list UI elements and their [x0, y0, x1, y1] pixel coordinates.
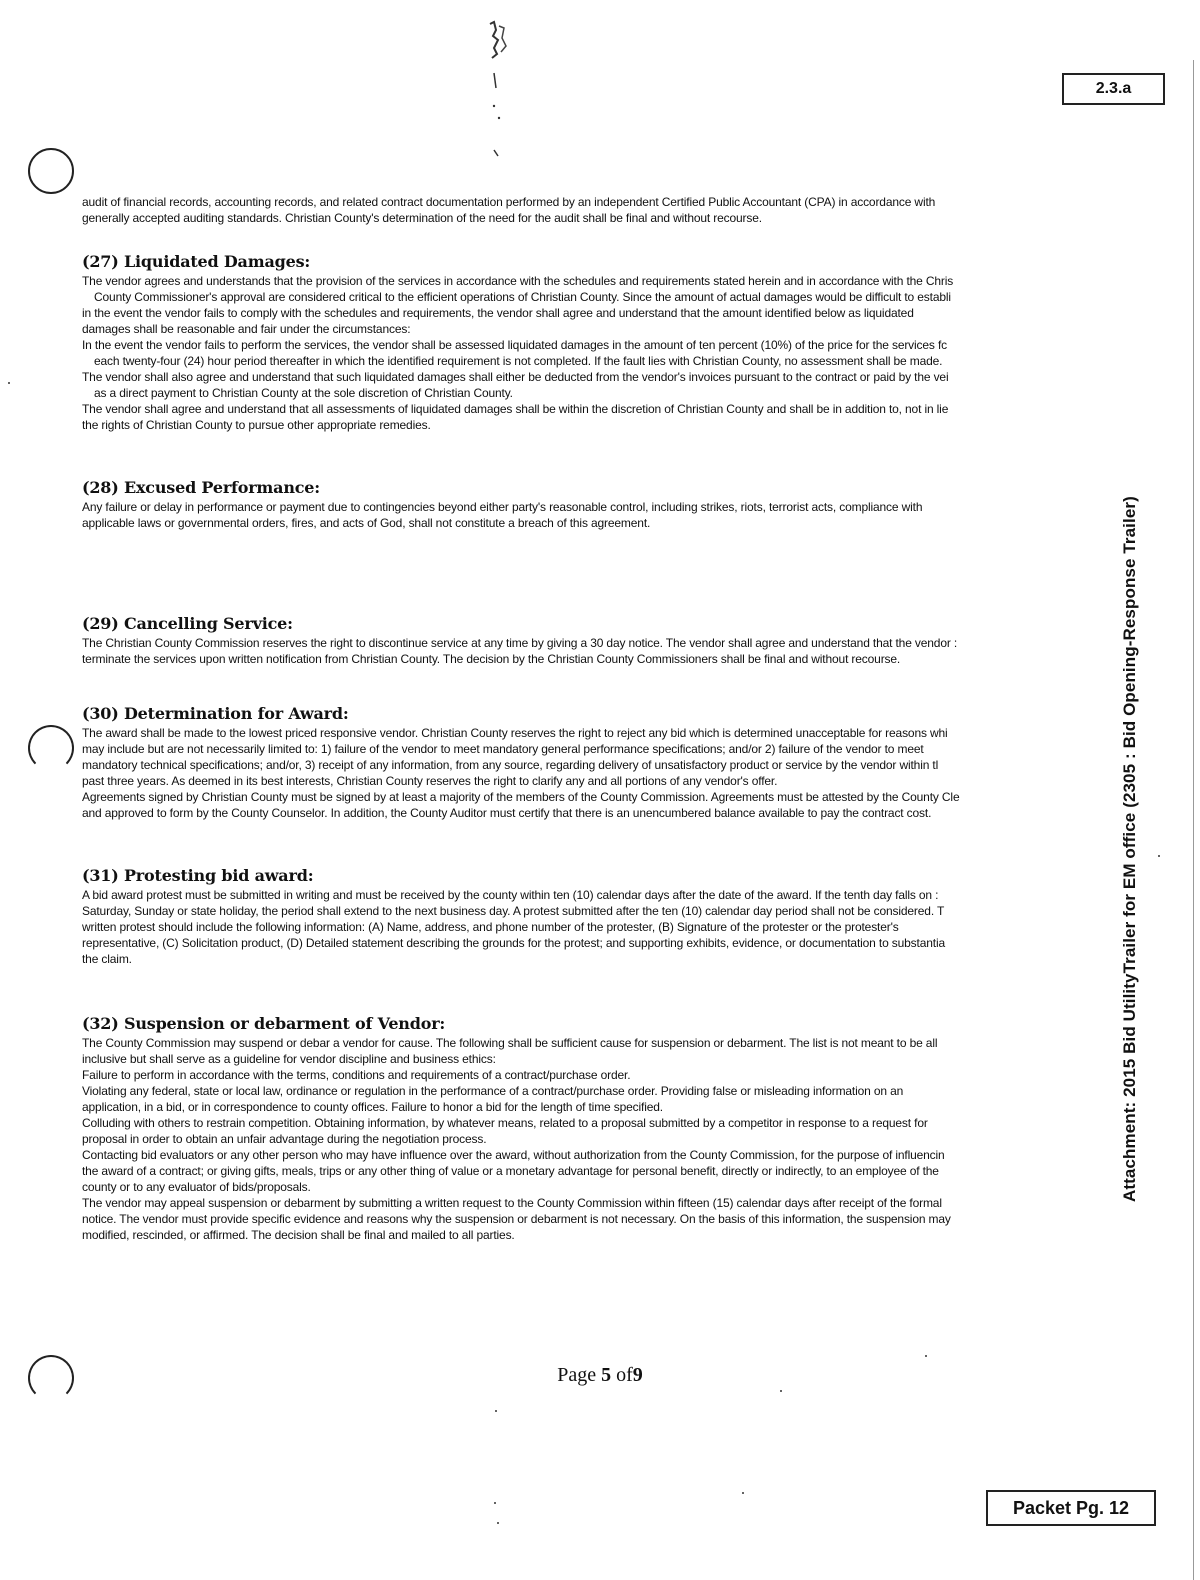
text-line: applicable laws or governmental orders, fires, and acts of God, shall not constitute a breach of this agreement.: [82, 516, 651, 530]
text-line: Colluding with others to restrain competition. Obtaining information, by whatever means, related to a proposal submitted by a competitor in response to a request for: [82, 1116, 928, 1130]
text-line: The vendor shall also agree and understand that such liquidated damages shall either be deducted from the vendor's invoices pursuant to the contract or paid by the vei: [82, 370, 949, 384]
text-line: The County Commission may suspend or debar a vendor for cause. The following shall be sufficient cause for suspension or debarment. The list is not meant to be all: [82, 1036, 938, 1050]
text-line: The vendor agrees and understands that the provision of the services in accordance with the schedules and requirements stated herein and in accordance with the Chris: [82, 274, 954, 288]
section-heading: (31) Protesting bid award:: [82, 866, 314, 885]
text-line: county or to any evaluator of bids/proposals.: [82, 1180, 311, 1194]
page-tag-label: 2.3.a: [1095, 80, 1132, 97]
section-heading: (28) Excused Performance:: [82, 478, 320, 497]
scan-speck: [742, 1492, 744, 1494]
section-heading: (29) Cancelling Service:: [82, 614, 293, 633]
text-line: notice. The vendor must provide specific evidence and reasons why the suspension or debarment is not necessary. On the basis of this information, the suspension may: [82, 1212, 951, 1226]
text-line: Agreements signed by Christian County must be signed by at least a majority of the members of the County Commission. Agreements must be attested by the County Cle: [82, 790, 960, 804]
scan-speck: [780, 1390, 782, 1392]
scan-speck: [8, 382, 10, 384]
text-line: in the event the vendor fails to comply with the schedules and requirements, the vendor shall agree and understand that the amount identified below as liquidated: [82, 306, 914, 320]
text-line: may include but are not necessarily limited to: 1) failure of the vendor to meet mandatory general performance specifications; and/or 2) failure of the vendor to meet: [82, 742, 924, 756]
section-heading: (27) Liquidated Damages:: [82, 252, 311, 271]
scan-speck: [495, 1410, 497, 1412]
text-line: Contacting bid evaluators or any other person who may have influence over the award, without authorization from the County Commission, for the purpose of influencin: [82, 1148, 945, 1162]
text-line: written protest should include the following information: (A) Name, address, and phone number of the protester, (B) Signature of the protester or the protester's: [82, 920, 899, 934]
section-suspension-or-debarment: [82, 1014, 1122, 1243]
page-number-label: Page: [557, 1364, 597, 1386]
scan-speck: [494, 1502, 496, 1504]
text-line: representative, (C) Solicitation product, (D) Detailed statement describing the grounds for the protest; and supporting exhibits, evidence, or documentation to substantia: [82, 936, 945, 950]
scan-speck: [497, 1522, 499, 1524]
text-line: each twenty-four (24) hour period thereafter in which the identified requirement is not completed. If the fault lies with Christian County, no assessment shall be made.: [94, 354, 943, 368]
section-heading: (32) Suspension or debarment of Vendor:: [82, 1014, 446, 1033]
text-line: the award of a contract; or giving gifts, meals, trips or any other thing of value or a monetary advantage for personal benefit, directly or indirectly, to an employee of the: [82, 1164, 939, 1178]
text-line: audit of financial records, accounting records, and related contract documentation performed by an independent Certified Public Accountant (CPA) in accordance with: [82, 195, 936, 209]
text-line: as a direct payment to Christian County at the sole discretion of Christian County.: [94, 386, 513, 400]
section-cancelling-service: [82, 614, 1122, 667]
text-line: modified, rescinded, or affirmed. The decision shall be final and mailed to all parties.: [82, 1228, 515, 1242]
text-line: damages shall be reasonable and fair under the circumstances:: [82, 322, 411, 336]
right-margin-rule: [1193, 60, 1194, 1580]
text-line: The Christian County Commission reserves the right to discontinue service at any time by giving a 30 day notice. The vendor shall agree and understand that the vendor :: [82, 636, 958, 650]
text-line: The vendor may appeal suspension or debarment by submitting a written request to the County Commission within fifteen (15) calendar days after receipt of the formal: [82, 1196, 942, 1210]
section-heading: (30) Determination for Award:: [82, 704, 349, 723]
punch-hole-middle: [28, 725, 74, 771]
packet-page-label: Packet Pg. 12: [1012, 1497, 1130, 1518]
section-protesting-bid-award: [82, 866, 1122, 967]
page-number-total: 9: [632, 1364, 643, 1386]
text-line: In the event the vendor fails to perform the services, the vendor shall be assessed liquidated damages in the amount of ten percent (10%) of the price for the services fc: [82, 338, 947, 352]
attachment-side-label: Attachment: 2015 Bid UtilityTrailer for EM office (2305 : Bid Opening-Response Trailer): [1120, 496, 1139, 1202]
text-line: Saturday, Sunday or state holiday, the period shall extend to the next business day. A protest submitted after the ten (10) calendar day period shall not be considered. T: [82, 904, 945, 918]
page-number-current: 5: [601, 1364, 612, 1386]
scan-speck: [925, 1355, 927, 1357]
text-line: terminate the services upon written notification from Christian County. The decision by the Christian County Commissioners shall be final and without recourse.: [82, 652, 901, 666]
text-line: past three years. As deemed in its best interests, Christian County reserves the right to clarify any and all portions of any vendor's offer.: [82, 774, 778, 788]
text-line: Any failure or delay in performance or payment due to contingencies beyond either party's reasonable control, including strikes, riots, terrorist acts, compliance with: [82, 500, 923, 514]
scan-artifact-mark: [484, 18, 514, 158]
page-number-of: of: [616, 1364, 633, 1386]
page-tag-box: [1062, 73, 1165, 105]
text-line: proposal in order to obtain an unfair advantage during the negotiation process.: [82, 1132, 487, 1146]
text-line: application, in a bid, or in correspondence to county offices. Failure to honor a bid for the length of time specified.: [82, 1100, 663, 1114]
intro-paragraph: [82, 194, 1122, 226]
text-line: the rights of Christian County to pursue other appropriate remedies.: [82, 418, 431, 432]
text-line: generally accepted auditing standards. Christian County's determination of the need for the audit shall be final and without recourse.: [82, 211, 762, 225]
scan-speck: [1158, 855, 1160, 857]
text-line: and approved to form by the County Counselor. In addition, the County Auditor must certify that there is an unencumbered balance available to pay the contract cost.: [82, 806, 932, 820]
punch-hole-top: [28, 148, 74, 194]
text-line: Violating any federal, state or local law, ordinance or regulation in the performance of a contract/purchase order. Providing false or misleading information on an: [82, 1084, 904, 1098]
text-line: A bid award protest must be submitted in writing and must be received by the county within ten (10) calendar days after the date of the award. If the tenth day falls on :: [82, 888, 939, 902]
text-line: County Commissioner's approval are considered critical to the efficient operations of Christian County. Since the amount of actual damages would be difficult to establi: [94, 290, 951, 304]
section-determination-for-award: [82, 704, 1122, 821]
section-liquidated-damages: [82, 252, 1122, 433]
text-line: mandatory technical specifications; and/or, 3) receipt of any information, from any source, regarding delivery of unsatisfactory product or service by the vendor within tl: [82, 758, 939, 772]
page-number: [0, 1364, 1200, 1387]
text-line: the claim.: [82, 952, 132, 966]
text-line: Failure to perform in accordance with the terms, conditions and requirements of a contract/purchase order.: [82, 1068, 631, 1082]
text-line: The award shall be made to the lowest priced responsive vendor. Christian County reserves the right to reject any bid which is determined unacceptable for reasons whi: [82, 726, 948, 740]
packet-page-box: [986, 1490, 1156, 1526]
text-line: inclusive but shall serve as a guideline for vendor discipline and business ethics:: [82, 1052, 496, 1066]
text-line: The vendor shall agree and understand that all assessments of liquidated damages shall be within the discretion of Christian County and shall be in addition to, not in lie: [82, 402, 949, 416]
section-excused-performance: [82, 478, 1122, 531]
